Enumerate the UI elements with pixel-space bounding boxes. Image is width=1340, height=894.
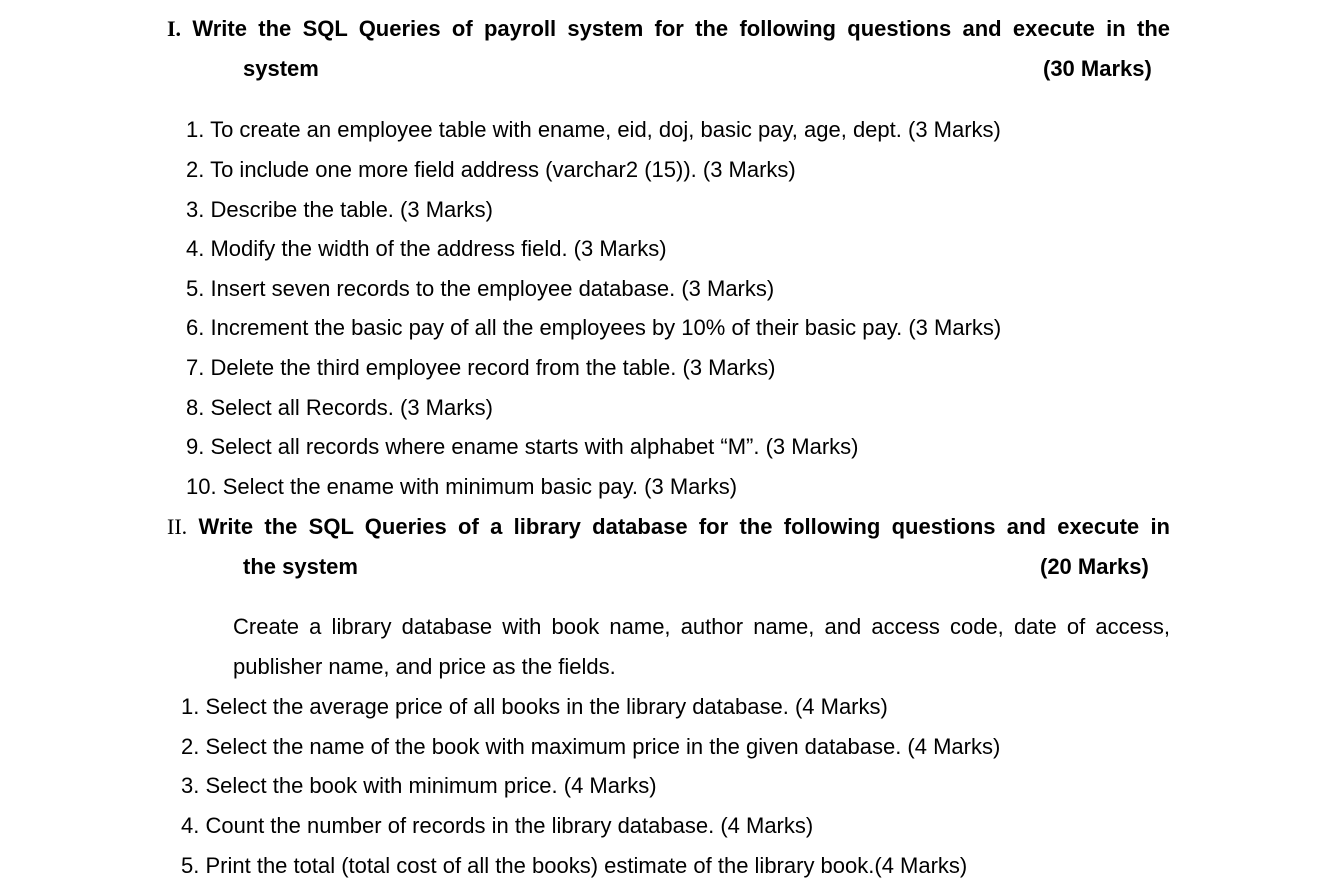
question-item bbox=[186, 117, 1001, 143]
question-item bbox=[181, 813, 813, 839]
question-number: 9. bbox=[186, 434, 205, 459]
section-1-heading-line-1 bbox=[167, 16, 1170, 42]
section-2-heading-text: Write the SQL Queries of a library database for the following questions and execute in bbox=[198, 514, 1170, 539]
question-text: Select all records where ename starts with alphabet “M”. (3 Marks) bbox=[210, 434, 859, 459]
question-number: 3. bbox=[181, 773, 200, 798]
question-number: 2. bbox=[186, 157, 205, 182]
question-number: 1. bbox=[181, 694, 200, 719]
question-text: To include one more field address (varchar2 (15)). (3 Marks) bbox=[210, 157, 796, 182]
question-number: 8. bbox=[186, 395, 205, 420]
question-item bbox=[181, 694, 888, 720]
question-number: 2. bbox=[181, 734, 200, 759]
question-text: Select the name of the book with maximum price in the given database. (4 Marks) bbox=[205, 734, 1001, 759]
question-number: 1. bbox=[186, 117, 205, 142]
question-item bbox=[181, 853, 967, 879]
question-number: 5. bbox=[181, 853, 200, 878]
question-item bbox=[186, 197, 493, 223]
question-number: 10. bbox=[186, 474, 217, 499]
question-text: Insert seven records to the employee database. (3 Marks) bbox=[210, 276, 775, 301]
question-number: 4. bbox=[186, 236, 205, 261]
question-text: Select all Records. (3 Marks) bbox=[210, 395, 493, 420]
question-text: Select the average price of all books in the library database. (4 Marks) bbox=[205, 694, 888, 719]
section-2-number: II. bbox=[167, 514, 188, 539]
question-text: To create an employee table with ename, eid, doj, basic pay, age, dept. (3 Marks) bbox=[210, 117, 1001, 142]
question-text: Select the book with minimum price. (4 Marks) bbox=[205, 773, 657, 798]
section-2-heading-line-2: the system bbox=[243, 554, 358, 579]
section-1-number: I. bbox=[167, 16, 182, 41]
question-text: Delete the third employee record from the table. (3 Marks) bbox=[210, 355, 776, 380]
question-item bbox=[186, 474, 737, 500]
section-2-heading-line-1 bbox=[167, 514, 1170, 540]
section-1-heading-line-2: system bbox=[243, 56, 319, 81]
question-item bbox=[186, 355, 775, 381]
question-number: 6. bbox=[186, 315, 205, 340]
question-text: Print the total (total cost of all the books) estimate of the library book.(4 Marks) bbox=[205, 853, 968, 878]
question-item bbox=[186, 315, 1001, 341]
question-item bbox=[186, 157, 796, 183]
question-number: 7. bbox=[186, 355, 205, 380]
question-item bbox=[181, 773, 657, 799]
question-number: 5. bbox=[186, 276, 205, 301]
question-number: 3. bbox=[186, 197, 205, 222]
section-1-marks: (30 Marks) bbox=[1043, 56, 1152, 81]
question-text: Describe the table. (3 Marks) bbox=[210, 197, 493, 222]
question-text: Select the ename with minimum basic pay. (3 Marks) bbox=[222, 474, 738, 499]
question-item bbox=[186, 276, 774, 302]
section-2-intro-line-2: publisher name, and price as the fields. bbox=[233, 654, 616, 679]
question-item bbox=[181, 734, 1000, 760]
question-item bbox=[186, 434, 859, 460]
question-text: Increment the basic pay of all the employees by 10% of their basic pay. (3 Marks) bbox=[210, 315, 1002, 340]
question-item bbox=[186, 236, 667, 262]
question-item bbox=[186, 395, 493, 421]
section-2-intro-line-1: Create a library database with book name, author name, and access code, date of access, bbox=[233, 614, 1170, 639]
section-1-heading-text: Write the SQL Queries of payroll system for the following questions and execute in the bbox=[192, 16, 1170, 41]
section-2-marks: (20 Marks) bbox=[1040, 554, 1149, 579]
question-number: 4. bbox=[181, 813, 200, 838]
question-text: Modify the width of the address field. (3 Marks) bbox=[210, 236, 667, 261]
question-text: Count the number of records in the library database. (4 Marks) bbox=[205, 813, 814, 838]
